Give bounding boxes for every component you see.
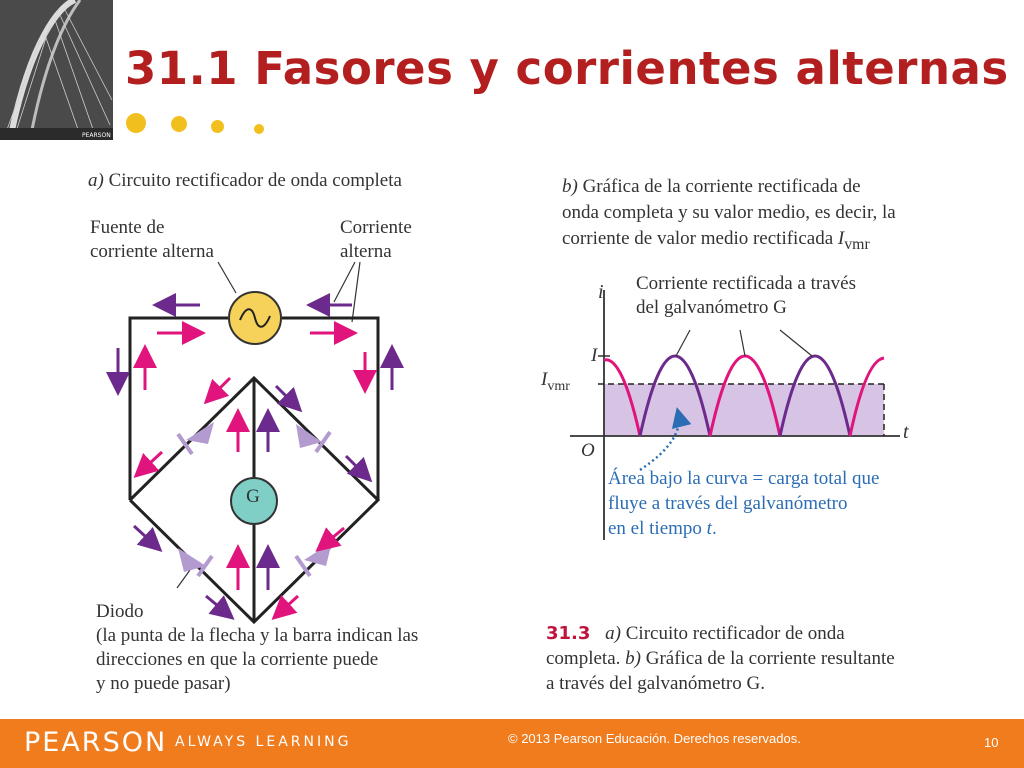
- area-note: [608, 466, 968, 541]
- svg-text:PEARSON: PEARSON: [82, 132, 111, 139]
- diode-label: [96, 600, 516, 696]
- page-number: 10: [984, 735, 999, 750]
- t-axis-label: t: [903, 421, 909, 443]
- panel-b-caption-line: onda completa y su valor medio, es decir, la: [562, 202, 896, 223]
- area-note-line: en el tiempo: [608, 518, 702, 539]
- leader-line: [352, 262, 360, 322]
- leader-line: [740, 330, 745, 356]
- ivmr-tick-symbol: I: [541, 369, 548, 390]
- leader-line: [334, 262, 355, 302]
- diode-label-line: y no puede pasar): [96, 673, 231, 694]
- leader-line: [780, 330, 812, 356]
- figure-number: 31.3: [546, 623, 591, 644]
- ivmr-symbol: I: [837, 228, 845, 249]
- area-note-line: fluye a través del galvanómetro: [608, 493, 848, 514]
- area-note-line: Área bajo la curva = carga total que: [608, 468, 880, 489]
- panel-a-letter: a): [88, 170, 104, 191]
- diode-label-line: Diodo: [96, 601, 144, 622]
- diode-label-line: (la punta de la flecha y la barra indican las: [96, 625, 419, 646]
- rectified-note-line: del galvanómetro G: [636, 297, 787, 318]
- figure-caption-a: a): [605, 623, 621, 644]
- diode-icon: [178, 548, 212, 576]
- panel-b-letter: b): [562, 176, 578, 197]
- panel-a-caption-text: Circuito rectificador de onda completa: [108, 170, 402, 191]
- ivmr-tick-subscript: vmr: [547, 378, 570, 394]
- leader-line: [177, 570, 190, 588]
- diode-icon: [296, 542, 332, 576]
- slide-title: 31.1 Fasores y corrientes alternas: [125, 42, 1009, 95]
- ivmr-tick-label: [541, 369, 570, 395]
- area-note-t: t: [706, 518, 712, 539]
- figure-caption: [546, 621, 966, 696]
- leader-line: [676, 330, 690, 356]
- pearson-logo: PEARSON: [24, 727, 168, 758]
- peak-current-label: I: [591, 345, 598, 366]
- alternating-current-label-line: alterna: [340, 241, 392, 262]
- panel-b-caption: [562, 174, 982, 258]
- panel-b-caption-line: Gráfica de la corriente rectificada de: [582, 176, 861, 197]
- copyright-notice: © 2013 Pearson Educación. Derechos reservados.: [508, 731, 801, 746]
- current-arrow-magenta: [138, 333, 365, 616]
- circuit-wires: [130, 318, 378, 622]
- leader-line: [218, 262, 236, 293]
- ac-source-label-line: corriente alterna: [90, 241, 214, 262]
- ac-source-icon: [229, 292, 281, 344]
- figure-caption-line: Gráfica de la corriente resultante: [645, 648, 895, 669]
- alternating-current-label-line: Corriente: [340, 217, 412, 238]
- figure-caption-b: b): [625, 648, 641, 669]
- origin-label: O: [581, 440, 595, 461]
- panel-b-caption-line: corriente de valor medio rectificada: [562, 228, 834, 249]
- figure-caption-line: completa.: [546, 648, 621, 669]
- rectified-note-line: Corriente rectificada a través: [636, 273, 856, 294]
- ac-source-label-line: Fuente de: [90, 217, 165, 238]
- diode-label-line: direcciones en que la corriente puede: [96, 649, 379, 670]
- rectified-current-note: [636, 272, 936, 320]
- figure-caption-line: Circuito rectificador de onda: [625, 623, 845, 644]
- ivmr-subscript: vmr: [844, 235, 870, 253]
- figure-caption-line: a través del galvanómetro G.: [546, 673, 765, 694]
- area-note-period: .: [711, 518, 717, 539]
- tagline: ALWAYS LEARNING: [175, 734, 352, 750]
- i-axis-label: i: [598, 281, 604, 303]
- galvanometer-label: G: [246, 486, 260, 507]
